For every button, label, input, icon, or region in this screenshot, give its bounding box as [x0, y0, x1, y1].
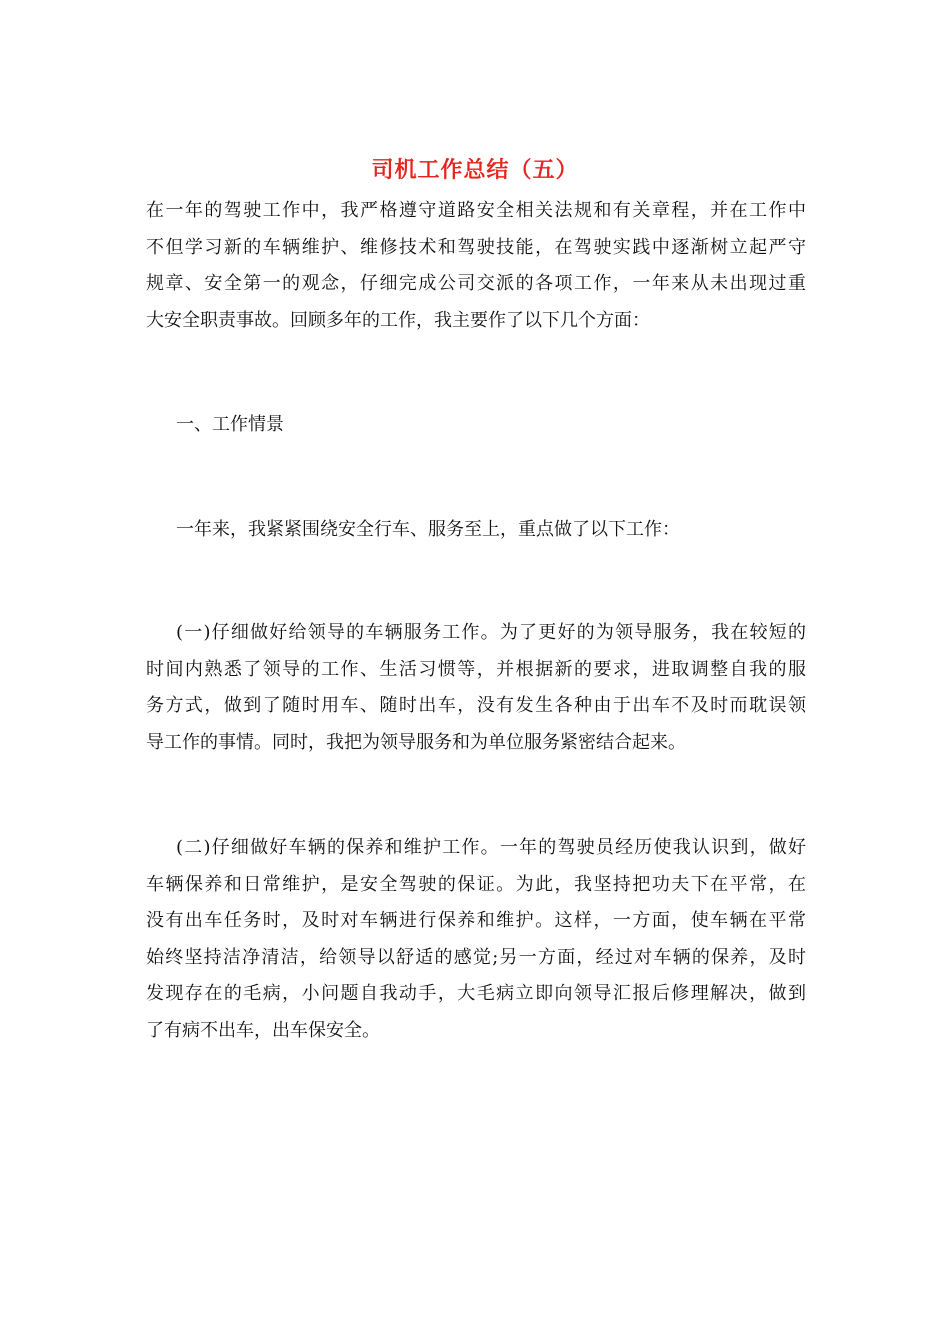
section-heading: 一、工作情景: [176, 414, 284, 435]
item-two-line: 发现存在的毛病，小问题自我动手，大毛病立即向领导汇报后修理解决，做到: [146, 983, 806, 1005]
item-two-line: 车辆保养和日常维护，是安全驾驶的保证。为此，我坚持把功夫下在平常，在: [146, 873, 806, 895]
item-two-line: 始终坚持洁净清洁，给领导以舒适的感觉;另一方面，经过对车辆的保养，及时: [146, 946, 806, 968]
intro-line: 大安全职责事故。回顾多年的工作，我主要作了以下几个方面：: [146, 309, 650, 331]
item-two-line: (二)仔细做好车辆的保养和维护工作。一年的驾驶员经历使我认识到，做好: [176, 837, 806, 858]
item-two-paragraph: [146, 830, 806, 1050]
intro-line: 规章、安全第一的观念，仔细完成公司交派的各项工作，一年来从未出现过重: [146, 273, 806, 295]
intro-paragraph: [146, 193, 806, 339]
item-one-line: 时间内熟悉了领导的工作、生活习惯等，并根据新的要求，进取调整自我的服: [146, 658, 806, 680]
item-two-line: 没有出车任务时，及时对车辆进行保养和维护。这样，一方面，使车辆在平常: [146, 910, 806, 932]
summary-paragraph: [146, 512, 806, 549]
section-heading-block: [146, 407, 806, 444]
item-two-line: 了有病不出车，出车保安全。: [146, 1019, 380, 1041]
summary-line: 一年来，我紧紧围绕安全行车、服务至上，重点做了以下工作：: [176, 519, 680, 540]
document-title: 司机工作总结（五）: [371, 157, 579, 183]
item-one-line: 务方式，做到了随时用车、随时出车，没有发生各种由于出车不及时而耽误领: [146, 695, 806, 717]
intro-line: 在一年的驾驶工作中，我严格遵守道路安全相关法规和有关章程，并在工作中: [146, 200, 806, 221]
intro-line: 不但学习新的车辆维护、维修技术和驾驶技能，在驾驶实践中逐渐树立起严守: [146, 236, 806, 258]
item-one-line: (一)仔细做好给领导的车辆服务工作。为了更好的为领导服务，我在较短的: [176, 622, 806, 643]
item-one-paragraph: [146, 615, 806, 761]
item-one-line: 导工作的事情。同时，我把为领导服务和为单位服务紧密结合起来。: [146, 731, 686, 753]
